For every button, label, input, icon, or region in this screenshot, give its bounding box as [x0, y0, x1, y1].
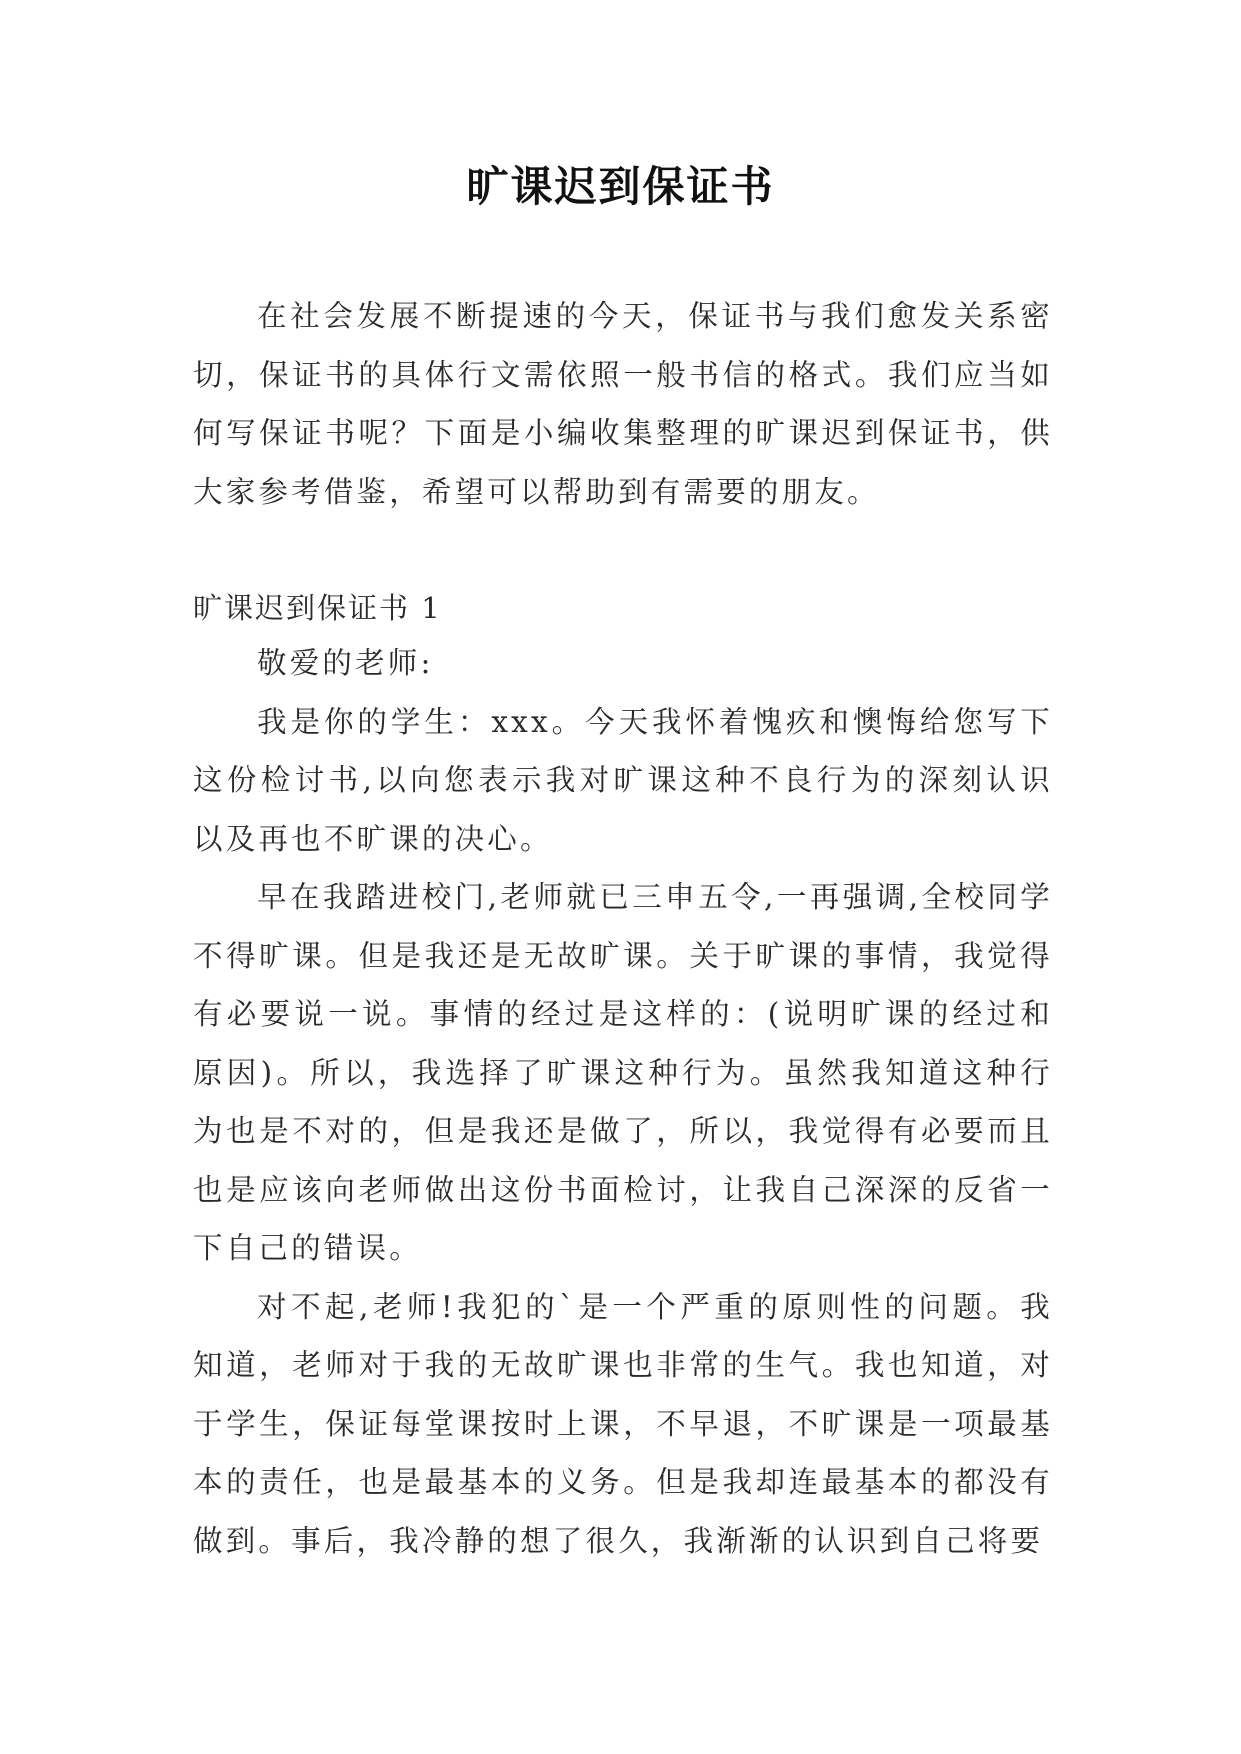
letter-paragraph: 早在我踏进校门,老师就已三申五令,一再强调,全校同学不得旷课。但是我还是无故旷课。关于旷课的事情，我觉得有必要说一说。事情的经过是这样的：(说明旷课的经过和原因)。所以，我选择了旷课这种行为。虽然我知道这种行为也是不对的，但是我还是做了，所以，我觉得有必要而且也是应该向老师做出这份书面检讨，让我自己深深的反省一下自己的错误。 — [193, 880, 1053, 1265]
letter-body — [193, 634, 1053, 1570]
intro-paragraph: 在社会发展不断提速的今天，保证书与我们愈发关系密切，保证书的具体行文需依照一般书信的格式。我们应当如何写保证书呢？下面是小编收集整理的旷课迟到保证书，供大家参考借鉴，希望可以帮助到有需要的朋友。 — [193, 299, 1053, 509]
letter-paragraph: 我是你的学生：xxx。今天我怀着愧疚和懊悔给您写下这份检讨书,以向您表示我对旷课这种不良行为的深刻认识以及再也不旷课的决心。 — [193, 704, 1053, 856]
section-heading: 旷课迟到保证书 1 — [193, 591, 442, 625]
letter-salutation: 敬爱的老师: — [257, 646, 434, 680]
letter-paragraph: 对不起,老师!我犯的`是一个严重的原则性的问题。我知道，老师对于我的无故旷课也非常的生气。我也知道，对于学生，保证每堂课按时上课，不早退，不旷课是一项最基本的责任，也是最基本的义务。但是我却连最基本的都没有做到。事后，我冷静的想了很久，我渐渐的认识到自己将要 — [193, 1289, 1053, 1558]
document-title: 旷课迟到保证书 — [466, 162, 775, 211]
